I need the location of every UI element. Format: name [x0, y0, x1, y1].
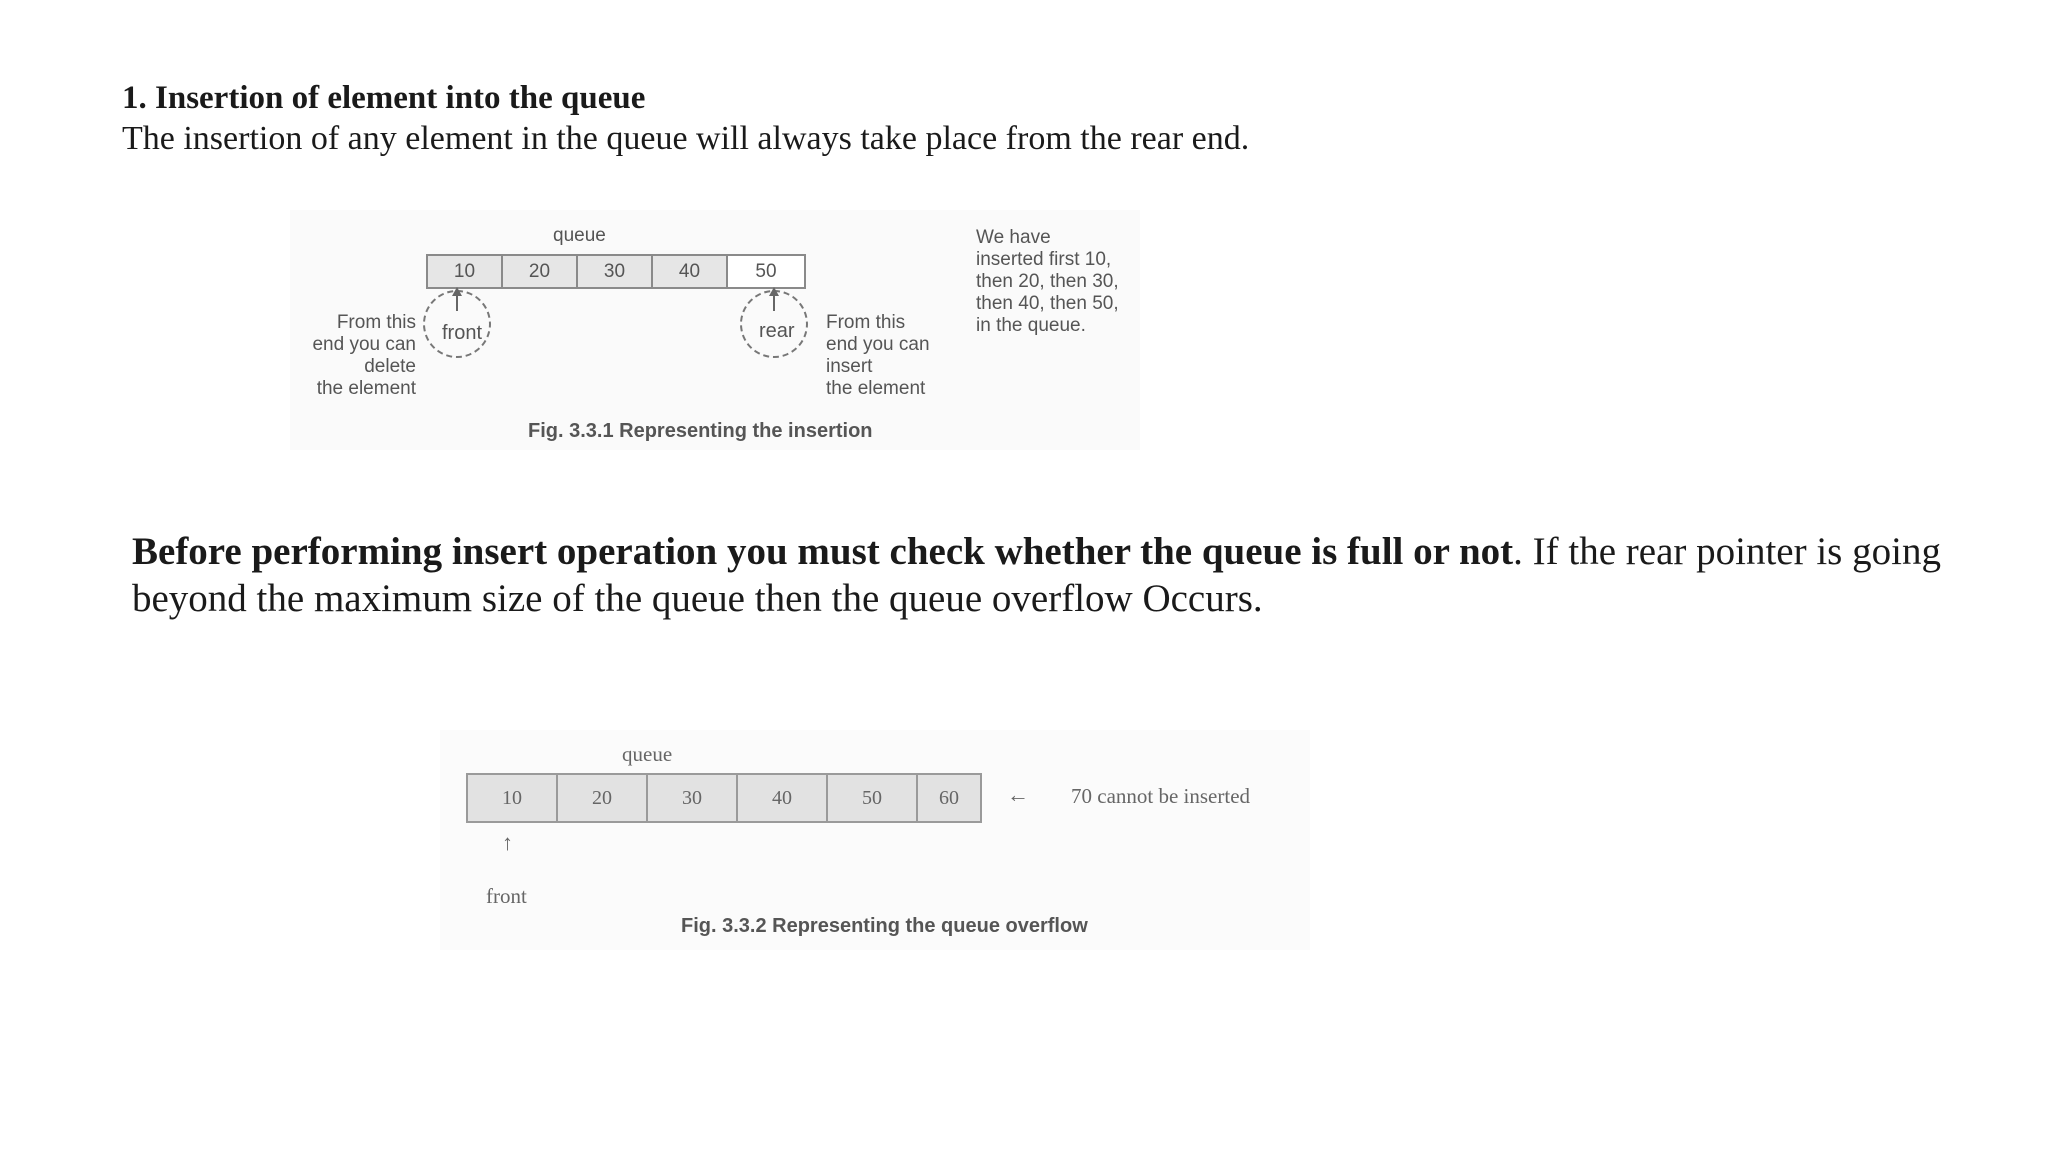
note-line: We have	[976, 227, 1051, 248]
fig1-queue-label: queue	[553, 225, 606, 246]
insert-end-note	[826, 312, 946, 400]
rear-arrowhead-icon	[769, 287, 779, 296]
queue-cell: 50	[728, 256, 804, 287]
note-line: then 40, then 50,	[976, 293, 1119, 314]
note-line: delete	[364, 356, 416, 377]
overflow-paragraph	[132, 528, 1992, 622]
queue-cell: 40	[738, 775, 828, 821]
section-heading: 1. Insertion of element into the queue	[122, 80, 646, 116]
note-line: insert	[826, 356, 873, 377]
fig2-queue-label: queue	[622, 742, 673, 766]
left-arrow-icon: ←	[1007, 782, 1029, 807]
queue-cell: 60	[939, 787, 959, 809]
note-line: inserted first 10,	[976, 249, 1112, 270]
queue-cell: 40	[653, 256, 728, 287]
rear-label: rear	[759, 320, 795, 342]
queue-cell: 50	[828, 775, 918, 821]
queue-cell: 30	[648, 775, 738, 821]
note-line: end you can	[826, 334, 930, 355]
up-arrow-icon: ↑	[502, 830, 513, 855]
note-line: in the queue.	[976, 315, 1086, 336]
note-line: From this	[336, 312, 416, 333]
fig1-queue-cells	[426, 254, 806, 289]
fig2-queue-cells	[466, 773, 982, 823]
cannot-insert-note: 70 cannot be inserted	[1071, 784, 1251, 808]
front-label: front	[442, 322, 483, 344]
fig1-caption: Fig. 3.3.1 Representing the insertion	[528, 420, 873, 442]
queue-cell: 10	[428, 256, 503, 287]
fig2-caption: Fig. 3.3.2 Representing the queue overflow	[681, 915, 1088, 937]
intro-text: The insertion of any element in the queue will always take place from the rear end.	[122, 120, 1250, 157]
front-arrowhead-icon	[452, 287, 462, 296]
queue-cell: 20	[503, 256, 578, 287]
note-line: the element	[826, 378, 926, 399]
delete-end-note	[290, 312, 416, 400]
figure-overflow	[440, 730, 1310, 950]
note-line: then 20, then 30,	[976, 271, 1119, 292]
overflow-bold-text: Before performing insert operation you must check whether the queue is full or not	[132, 530, 1514, 573]
figure-insertion	[290, 210, 1140, 450]
queue-cell: 20	[558, 775, 648, 821]
overflow-rest-text: . If the rear pointer is going beyond the maximum size of the queue then the queue overflow Occurs.	[132, 530, 1941, 620]
queue-cell: 10	[468, 775, 558, 821]
fig2-front-label: front	[486, 884, 527, 908]
insertion-order-note	[976, 227, 1136, 337]
queue-cell: 30	[578, 256, 653, 287]
note-line: From this	[826, 312, 906, 333]
note-line: the element	[316, 378, 416, 399]
note-line: end you can	[312, 334, 416, 355]
